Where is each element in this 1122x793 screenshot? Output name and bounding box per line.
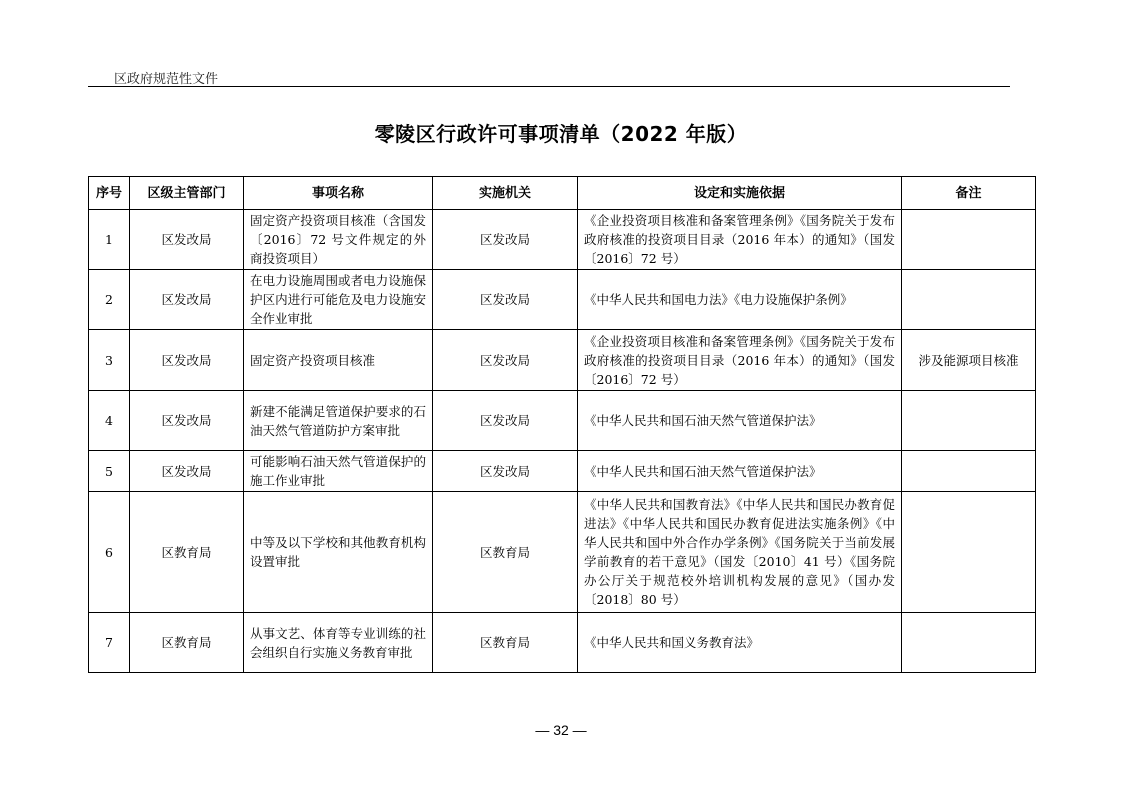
cell-basis: 《中华人民共和国义务教育法》 [578,613,902,673]
cell-no: 3 [89,330,130,391]
cell-dept: 区发改局 [130,451,244,492]
cell-no: 4 [89,391,130,451]
cell-dept: 区发改局 [130,210,244,270]
cell-dept: 区发改局 [130,330,244,391]
cell-dept: 区发改局 [130,391,244,451]
cell-note [902,613,1036,673]
cell-basis: 《中华人民共和国电力法》《电力设施保护条例》 [578,270,902,330]
cell-agency: 区发改局 [433,330,578,391]
cell-no: 7 [89,613,130,673]
cell-dept: 区发改局 [130,270,244,330]
header-basis: 设定和实施依据 [578,177,902,210]
cell-note [902,492,1036,613]
cell-basis: 《企业投资项目核准和备案管理条例》《国务院关于发布政府核准的投资项目目录（2016 年本）的通知》（国发〔2016〕72 号） [578,330,902,391]
header-rule [88,86,1010,87]
cell-basis: 《中华人民共和国石油天然气管道保护法》 [578,451,902,492]
header-note: 备注 [902,177,1036,210]
table-row [89,613,1036,673]
cell-item: 从事文艺、体育等专业训练的社会组织自行实施义务教育审批 [244,613,433,673]
cell-basis: 《中华人民共和国教育法》《中华人民共和国民办教育促进法》《中华人民共和国民办教育促进法实施条例》《中华人民共和国中外合作办学条例》《国务院关于当前发展学前教育的若干意见》（国发〔2010〕41 号）《国务院办公厅关于规范校外培训机构发展的意见》（国办发〔2018〕80 号） [578,492,902,613]
cell-agency: 区发改局 [433,391,578,451]
table-row [89,330,1036,391]
cell-basis: 《企业投资项目核准和备案管理条例》《国务院关于发布政府核准的投资项目目录（2016 年本）的通知》（国发〔2016〕72 号） [578,210,902,270]
cell-note [902,210,1036,270]
cell-item: 可能影响石油天然气管道保护的施工作业审批 [244,451,433,492]
cell-agency: 区发改局 [433,451,578,492]
cell-agency: 区发改局 [433,210,578,270]
table-row [89,391,1036,451]
cell-item: 在电力设施周围或者电力设施保护区内进行可能危及电力设施安全作业审批 [244,270,433,330]
cell-note [902,391,1036,451]
cell-basis: 《中华人民共和国石油天然气管道保护法》 [578,391,902,451]
header-no: 序号 [89,177,130,210]
cell-no: 6 [89,492,130,613]
cell-note [902,270,1036,330]
cell-dept: 区教育局 [130,492,244,613]
cell-no: 1 [89,210,130,270]
cell-item: 新建不能满足管道保护要求的石油天然气管道防护方案审批 [244,391,433,451]
cell-dept: 区教育局 [130,613,244,673]
header-dept: 区级主管部门 [130,177,244,210]
page-title: 零陵区行政许可事项清单（2022 年版） [374,122,748,146]
cell-agency: 区教育局 [433,492,578,613]
document-header: 区政府规范性文件 [114,72,219,87]
cell-item: 固定资产投资项目核准（含国发〔2016〕72 号文件规定的外商投资项目） [244,210,433,270]
cell-note [902,451,1036,492]
table-row [89,492,1036,613]
cell-item: 中等及以下学校和其他教育机构设置审批 [244,492,433,613]
table-row [89,270,1036,330]
table-row [89,210,1036,270]
page-number: — 32 — [535,722,587,738]
cell-agency: 区发改局 [433,270,578,330]
header-item: 事项名称 [244,177,433,210]
table-header-row [89,177,1036,210]
cell-no: 5 [89,451,130,492]
cell-no: 2 [89,270,130,330]
cell-note: 涉及能源项目核准 [902,330,1036,391]
table-row [89,451,1036,492]
permit-table [88,176,1036,673]
cell-agency: 区教育局 [433,613,578,673]
header-agency: 实施机关 [433,177,578,210]
cell-item: 固定资产投资项目核准 [244,330,433,391]
